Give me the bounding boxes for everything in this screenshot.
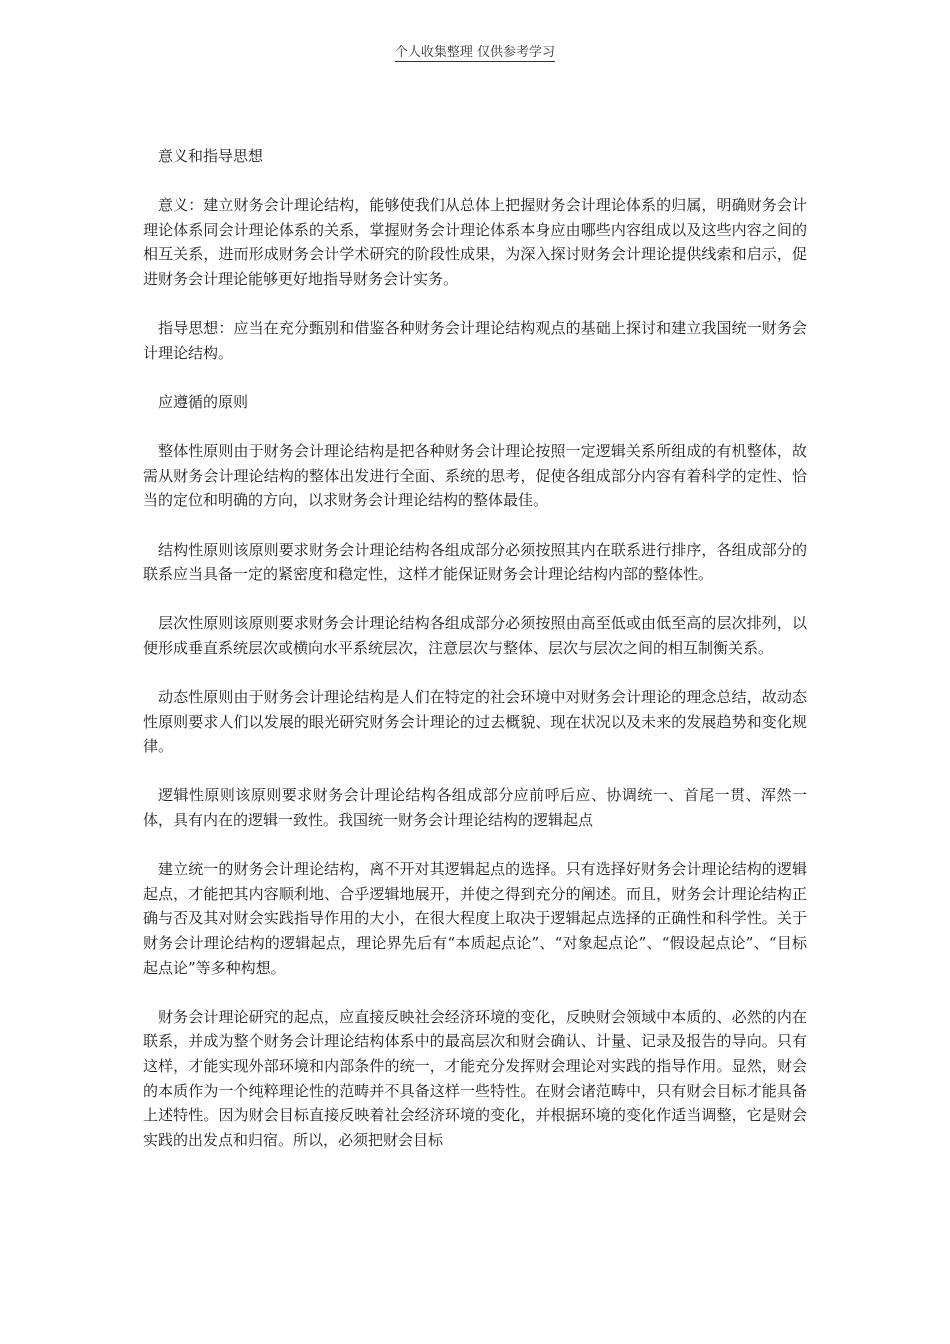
paragraph-integrity-principle: 整体性原则由于财务会计理论结构是把各种财务会计理论按照一定逻辑关系所组成的有机整体，故需从财务会计理论结构的整体出发进行全面、系统的思考，促使各组成部分内容有着科学的定性、恰当的定位和明确的方向，以求财务会计理论结构的整体最佳。: [143, 442, 807, 510]
header-text: 个人收集整理 仅供参考学习: [394, 45, 556, 60]
page-header: [0, 44, 950, 62]
section-heading-principles: 应遵循的原则: [158, 392, 249, 411]
paragraph-significance: 意义：建立财务会计理论结构，能够使我们从总体上把握财务会计理论体系的归属，明确财务会计理论体系同会计理论体系的关系，掌握财务会计理论体系本身应由哪些内容组成以及这些内容之间的相互关系，进而形成财务会计学术研究的阶段性成果，为深入探讨财务会计理论提供线索和启示，促进财务会计理论能够更好地指导财务会计实务。: [143, 196, 807, 288]
paragraph-logical-starting-point: 建立统一的财务会计理论结构，离不开对其逻辑起点的选择。只有选择好财务会计理论结构的逻辑起点，才能把其内容顺利地、合乎逻辑地展开，并使之得到充分的阐述。而且，财务会计理论结构正确与否及其对财会实践指导作用的大小，在很大程度上取决于逻辑起点选择的正确性和科学性。关于财务会计理论结构的逻辑起点，理论界先后有“本质起点论”、“对象起点论”、“假设起点论”、“目标起点论”等多种构想。: [143, 860, 807, 977]
paragraph-structure-principle: 结构性原则该原则要求财务会计理论结构各组成部分必须按照其内在联系进行排序，各组成部分的联系应当具备一定的紧密度和稳定性，这样才能保证财务会计理论结构内部的整体性。: [143, 540, 807, 584]
document-body: [143, 144, 807, 1177]
paragraph-hierarchy-principle: 层次性原则该原则要求财务会计理论结构各组成部分必须按照由高至低或由低至高的层次排列，以便形成垂直系统层次或横向水平系统层次，注意层次与整体、层次与层次之间的相互制衡关系。: [143, 614, 807, 657]
section-heading-significance: 意义和指导思想: [158, 147, 264, 165]
paragraph-research-starting-point: 财务会计理论研究的起点，应直接反映社会经济环境的变化，反映财会领域中本质的、必然的内在联系，并成为整个财务会计理论结构体系中的最高层次和财会确认、计量、记录及报告的导向。只有这样，才能实现外部环境和内部条件的统一，才能充分发挥财会理论对实践的指导作用。显然，财会的本质作为一个纯粹理论性的范畴并不具备这样一些特性。在财会诸范畴中，只有财会目标才能具备上述特性。因为财会目标直接反映着社会经济环境的变化，并根据环境的变化作适当调整，它是财会实践的出发点和归宿。所以，必须把财会目标: [143, 1007, 807, 1149]
paragraph-logic-principle: 逻辑性原则该原则要求财务会计理论结构各组成部分应前呼后应、协调统一、首尾一贯、浑然一体，具有内在的逻辑一致性。我国统一财务会计理论结构的逻辑起点: [143, 786, 807, 830]
paragraph-dynamic-principle: 动态性原则由于财务会计理论结构是人们在特定的社会环境中对财务会计理论的理念总结，故动态性原则要求人们以发展的眼光研究财务会计理论的过去概貌、现在状况以及未来的发展趋势和变化规律。: [143, 688, 807, 756]
paragraph-guiding-thought: 指导思想：应当在充分甄别和借鉴各种财务会计理论结构观点的基础上探讨和建立我国统一财务会计理论结构。: [143, 319, 807, 362]
